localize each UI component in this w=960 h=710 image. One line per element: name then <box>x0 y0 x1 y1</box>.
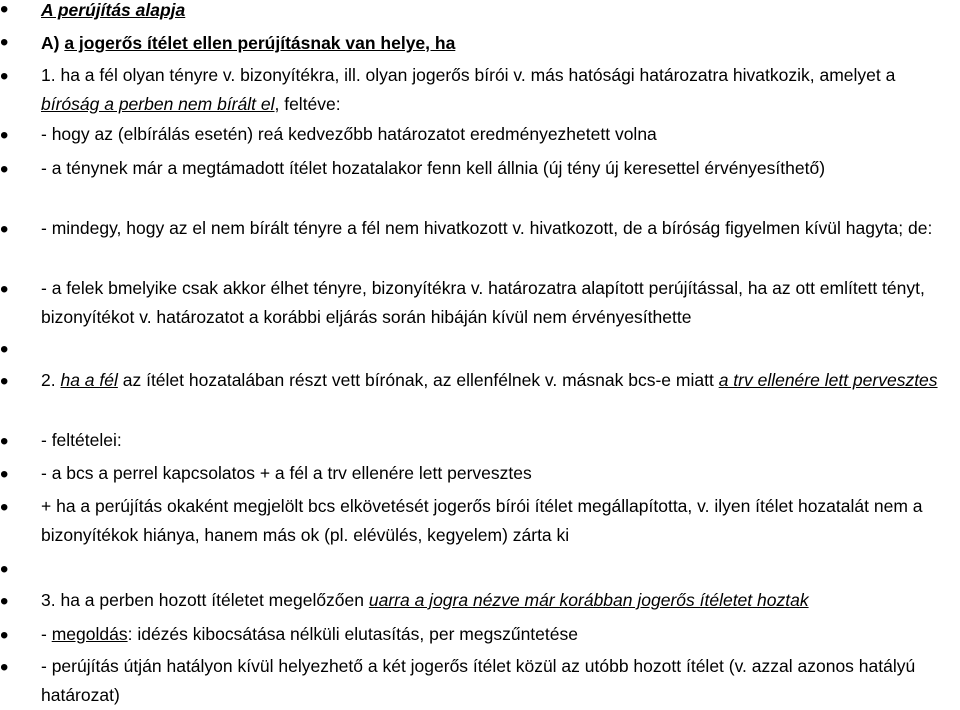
bullet-icon <box>0 438 10 448</box>
bullet-icon <box>0 286 10 296</box>
point-2-text: az ítélet hozatalában részt vett bírónak, az ellenfélnek v. másnak bcs-e miatt <box>117 370 719 390</box>
bullet-icon <box>0 566 10 576</box>
bullet-icon <box>0 132 10 142</box>
bullet-icon <box>0 471 10 481</box>
bullet-icon <box>0 166 10 176</box>
condition-text: - hogy az (elbírálás esetén) reá kedvezőbb határozatot eredményezhetett volna <box>41 124 657 144</box>
condition-text: + ha a perújítás okaként megjelölt bcs elkövetését jogerős bírói ítélet megállapította, v. ilyen ítélet hozatalát nem a bizonyítékok hiánya, hanem más ok (pl. elévülés, kegyelem) zárta ki <box>41 496 923 545</box>
solution-prefix: - <box>41 624 52 644</box>
bullet-icon <box>0 598 10 608</box>
condition-text: - a ténynek már a megtámadott ítélet hozatalakor fenn kell állnia (új tény új keresettel érvényesíthető) <box>41 158 826 178</box>
section-a-title: a jogerős ítélet ellen perújításnak van helye, ha <box>64 33 456 53</box>
slide-heading: A perújítás alapja <box>41 0 186 20</box>
bullet-icon <box>0 664 10 674</box>
point-3-emphasis: uarra a jogra nézve már korábban jogerős ítéletet hoztak <box>368 590 809 610</box>
condition-text: - perújítás útján hatályon kívül helyezhető a két jogerős ítélet közül az utóbb hozott ítélet (v. azzal azonos hatályú határozat) <box>41 656 916 705</box>
bullet-icon <box>0 346 10 356</box>
solution-text: : idézés kibocsátása nélküli elutasítás, per megszűntetése <box>127 624 578 644</box>
condition-text: - a bcs a perrel kapcsolatos + a fél a trv ellenére lett pervesztes <box>41 463 532 483</box>
point-1-emphasis: bíróság a perben nem bírált el <box>41 94 275 114</box>
condition-text: - mindegy, hogy az el nem bírált tényre a fél nem hivatkozott v. hivatkozott, de a bíróság figyelmen kívül hagyta; de: <box>41 218 933 238</box>
point-2-emphasis: a trv ellenére lett pervesztes <box>718 370 938 390</box>
bullet-icon <box>0 632 10 642</box>
condition-text: - a felek bmelyike csak akkor élhet tényre, bizonyítékra v. határozatra alapított perújítással, ha az ott említett tényt, bizonyítékot v. határozatot a korábbi eljárás során hibáján kívül nem érvényesíthette <box>41 278 925 327</box>
point-3-text: 3. ha a perben hozott ítéletet megelőzően <box>41 590 369 610</box>
bullet-icon <box>0 504 10 514</box>
bullet-icon <box>0 73 10 83</box>
solution-label: megoldás <box>51 624 128 644</box>
subheading: - feltételei: <box>41 430 122 450</box>
section-a-prefix: A) <box>41 33 65 53</box>
point-2-emphasis: ha a fél <box>60 370 118 390</box>
point-2-prefix: 2. <box>41 370 61 390</box>
point-1-text: 1. ha a fél olyan tényre v. bizonyítékra, ill. olyan jogerős bírói v. más hatósági határozatra hivatkozik, amelyet a <box>41 65 896 85</box>
bullet-icon <box>0 39 10 49</box>
bullet-icon <box>0 226 10 236</box>
bullet-icon <box>0 378 10 388</box>
point-1-tail: , feltéve: <box>274 94 341 114</box>
bullet-icon <box>0 6 10 16</box>
